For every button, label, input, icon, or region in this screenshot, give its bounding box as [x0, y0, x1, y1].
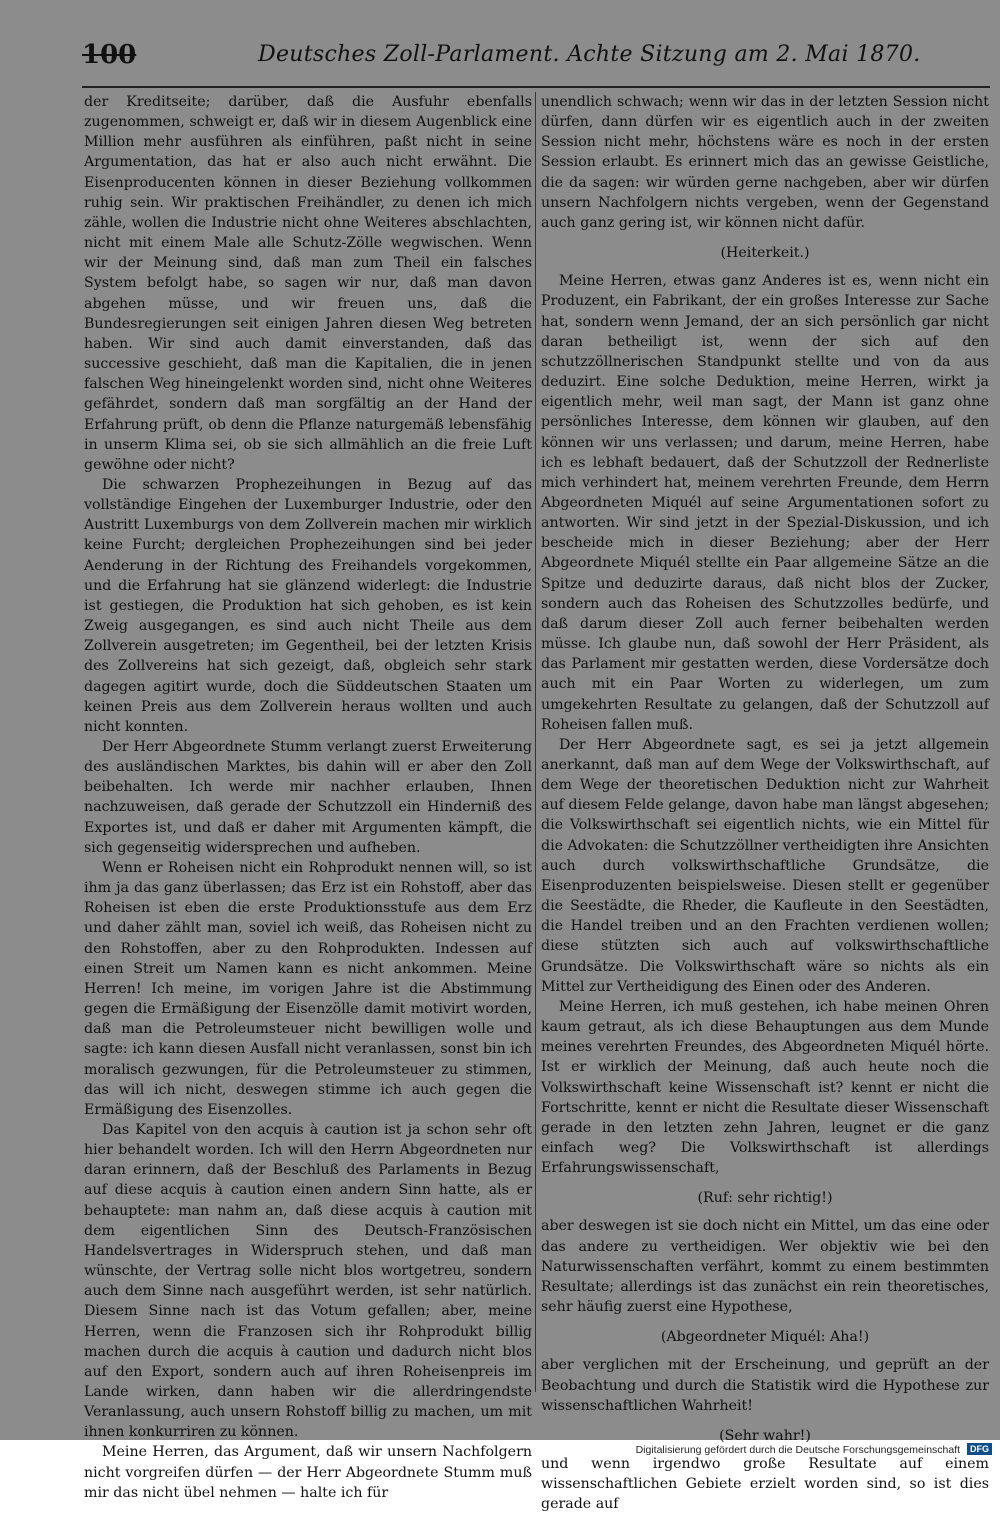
paragraph: Der Herr Abgeordnete Stumm verlangt zuerst Erweiterung des ausländischen Marktes, bis dahin will er aber den Zoll beibehalten. Ich werde mir nachher erlauben, Ihnen nachzuweisen, daß gerade der Schutzzoll ein Hinderniß des Exportes ist, und daß er daher mit Argumenten kämpft, die sich gegenseitig widersprechen und aufheben. [84, 739, 532, 856]
interjection: (Abgeordneter Miquél: Aha!) [660, 1329, 870, 1346]
paragraph: Meine Herren, ich muß gestehen, ich habe meinen Ohren kaum getraut, als ich diese Behauptungen aus dem Munde meines verehrten Freundes, des Abgeordneten Miquél hörte. Ist er wirklich der Meinung, daß auch heute noch die Volkswirthschaft keine Wissenschaft ist? kennt er nicht die Fortschritte, kennt er nicht die Resultate dieser Wissenschaft gerade in den letzten zehn Jahren, leugnet er die ganz einfach weg? Die Volkswirthschaft ist allerdings Erfahrungswissenschaft, [541, 998, 989, 1177]
interjection: (Ruf: sehr richtig!) [697, 1190, 833, 1207]
running-title: Deutsches Zoll-Parlament. Achte Sitzung am 2. Mai 1870. [258, 42, 921, 67]
paragraph: unendlich schwach; wenn wir das in der letzten Session nicht dürfen, dann dürfen wir es eigentlich auch in der zweiten Session nicht mehr, höchstens wäre es noch in der ersten Session erlaubt. Es erinnert mich das an gewisse Geistliche, die da sagen: wir würden gerne nachgeben, aber wir dürfen unsern Nachfolgern nichts vergeben, wenn der Gegenstand auch ganz gering ist, wir können nicht dafür. [541, 94, 989, 231]
paragraph: Der Herr Abgeordnete sagt, es sei ja jetzt allgemein anerkannt, daß man auf dem Wege der Volkswirthschaft, auf dem Wege der theoretischen Deduktion nicht zur Wahrheit auf diesem Felde gelange, davon habe man längst abgesehen; die Volkswirthschaft sei eigentlich nichts, wie ein Mittel für die Advokaten: die Schutzzöllner vertheidigten ihre Ansichten auch durch volkswirthschaftliche Grundsätze, die Eisenproduzenten beispielsweise. Diesen stellt er gegenüber die Seestädte, die Rheder, die Kaufleute in den Seestädten, die Handel treiben und an den Frachten verdienen wollen; diese stützten sich auch auf volkswirthschaftliche Grundsätze. Die Volkswirthschaft wäre so nichts als ein Mittel zur Vertheidigung des Einen oder des Anderen. [541, 736, 989, 995]
left-column [84, 92, 532, 1501]
paragraph: Die schwarzen Prophezeihungen in Bezug auf das vollständige Eingehen der Luxemburger Industrie, oder den Austritt Luxemburgs von dem Zollverein machen mir wirklich keine Furcht; dergleichen Prophezeihungen sind bei jeder Aenderung in der Richtung des Freihandels vorgekommen, und die Erfahrung hat sie glänzend widerlegt: die Industrie ist gestiegen, die Produktion hat sich gehoben, es ist kein Zweig ausgegangen, es sind auch nicht Theile aus dem Zollverein ausgetreten; im Gegentheil, bei der letzten Krisis des Zollvereins hat sich gezeigt, daß, obgleich sehr stark dagegen agitirt wurde, doch die Süddeutschen Staaten um keinen Preis aus dem Zollverein heraus wollten und auch nicht konnten. [84, 476, 532, 735]
paragraph: Meine Herren, etwas ganz Anderes ist es, wenn nicht ein Produzent, ein Fabrikant, der ein großes Interesse zur Sache hat, sondern wenn Jemand, der an sich persönlich gar nicht daran betheiligt ist, wenn der sich auf den schutzzöllnerischen Standpunkt stellte und von da aus deduzirt. Eine solche Deduktion, meine Herren, wirkt ja eigentlich mehr, weil man sagt, der Mann ist ganz ohne persönliches Interesse, dem können wir glauben, auf den können wir uns verlassen; und darum, meine Herren, habe ich es lebhaft bedauert, daß der Schutzzoll der Rednerliste mich verhindert hat, meinem verehrten Freunde, dem Herrn Abgeordneten Miquél auf seine Argumentationen sofort zu antworten. Wir sind jetzt in der Spezial-Diskussion, und ich bescheide mich in dieser Beziehung; aber der Herr Abgeordnete Miquél stellte ein Paar allgemeine Sätze an die Spitze und deduzirte daraus, daß nicht blos der Zucker, sondern auch das Roheisen des Schutzzolles bedürfe, und daß darum dieser Zoll auch ferner beibehalten werden müsse. Ich glaube nun, daß sowohl der Herr Präsident, als das Parlament mir gestatten werden, diese Vordersätze doch auch mit ein Paar Worten zu widerlegen, um zum umgekehrten Resultate zu gelangen, daß der Schutzzoll auf Roheisen fallen muß. [541, 273, 989, 733]
interjection: (Heiterkeit.) [720, 245, 810, 262]
header-rule [82, 86, 990, 88]
paragraph: Wenn er Roheisen nicht ein Rohprodukt nennen will, so ist ihm ja das ganz überlassen; das Erz ist ein Rohstoff, aber das Roheisen ist eben die erste Produktionsstufe aus dem Erz und daher zählt man, soviel ich weiß, das Roheisen nicht zu den Rohstoffen, aber zu den Rohprodukten. Indessen auf einen Streit um Namen kann es nicht ankommen. Meine Herren! Ich meine, im vorigen Jahre ist die Abstimmung gegen die Ermäßigung der Eisenzölle damit motivirt worden, daß man die Petroleumsteuer nicht bewilligen wolle und sagte: ich kann diesen Ausfall nicht veranlassen, sonst bin ich moralisch gezwungen, für die Petroleumsteuer zu stimmen, das will ich nicht, deswegen stimme ich auch gegen die Ermäßigung des Eisenzolles. [84, 859, 532, 1118]
interjection: (Sehr wahr!) [719, 1427, 811, 1444]
paragraph: und wenn irgendwo große Resultate auf einem wissenschaftlichen Gebiete erzielt worden sind, so ist dies gerade auf [541, 1456, 989, 1513]
column-divider [535, 92, 536, 1392]
paragraph: Das Kapitel von den acquis à caution ist ja schon sehr oft hier behandelt worden. Ich will den Herrn Abgeordneten nur daran erinnern, daß der Beschluß des Parlaments in Bezug auf diese acquis à caution einen andern Sinn hatte, als er behauptete: man nahm an, daß diese acquis à caution mit dem eigentlichen Sinn des Deutsch-Französischen Handelsvertrages in Widerspruch stehen, und daß man wünschte, der Vertrag solle nicht blos wortgetreu, sondern auch dem Sinne nach ausgeführt werden, ist sehr natürlich. Diesem Sinne nach ist das Votum gefallen; aber, meine Herren, wenn die Franzosen sich ihr Rohprodukt billig machen durch die acquis à caution und dadurch nicht blos auf den Export, sondern auch auf ihren Roheisenpreis im Lande wirken, dann haben wir die allerdringendste Veranlassung, auch unsern Rohstoff billig zu machen, um mit ihnen konkurriren zu können. [84, 1121, 532, 1441]
page-number: 100 [82, 40, 137, 70]
dfg-logo: DFG [967, 1443, 992, 1455]
paragraph: der Kreditseite; darüber, daß die Ausfuhr ebenfalls zugenommen, schweigt er, daß wir in diesem Augenblick eine Million mehr ausführen als einführen, paßt nicht in seine Argumentation, das hat er also auch nicht erwähnt. Die Eisenproducenten können in dieser Beziehung vollkommen ruhig sein. Wir praktischen Freihändler, zu denen ich mich zähle, wollen die Industrie nicht ohne Weiteres abschlachten, nicht mit einem Male alle Schutz-Zölle wegwischen. Wenn wir der Meinung sind, daß man zum Theil ein falsches System befolgt habe, so sagen wir nur, daß man davon abgehen müsse, und wir freuen uns, daß die Bundesregierungen seit einigen Jahren diesen Weg betreten haben. Wir sind auch damit einverstanden, daß das successive geschieht, daß man die Kapitalien, die in jenen falschen Weg hineingelenkt worden sind, nicht ohne Weiteres gefährdet, sondern daß man sorgfältig an der Hand der Erfahrung prüft, ob denn die Pflanze naturgemäß lebensfähig in unserm Klima sei, ob sie sich allmählich an die freie Luft gewöhne oder nicht? [84, 94, 532, 473]
page-header [82, 40, 992, 72]
paragraph: aber verglichen mit der Erscheinung, und geprüft an der Beobachtung und durch die Statistik wird die Hypothese zur wissenschaftlichen Wahrheit! [541, 1357, 989, 1414]
paragraph: Meine Herren, das Argument, daß wir unsern Nachfolgern nicht vorgreifen dürfen — der Herr Abgeordnete Stumm muß mir das nicht übel nehmen — halte ich für [84, 1444, 532, 1501]
funding-note: Digitalisierung gefördert durch die Deutsche Forschungsgemeinschaft [635, 1444, 961, 1456]
paragraph: aber deswegen ist sie doch nicht ein Mittel, um das eine oder das andere zu vertheidigen. Wer objektiv wie bei den Naturwissenschaften verfährt, kommt zu einem bestimmten Resultate; allerdings ist das zunächst ein rein theoretisches, sehr häufig zuerst eine Hypothese, [541, 1218, 989, 1316]
footer [636, 1443, 992, 1456]
